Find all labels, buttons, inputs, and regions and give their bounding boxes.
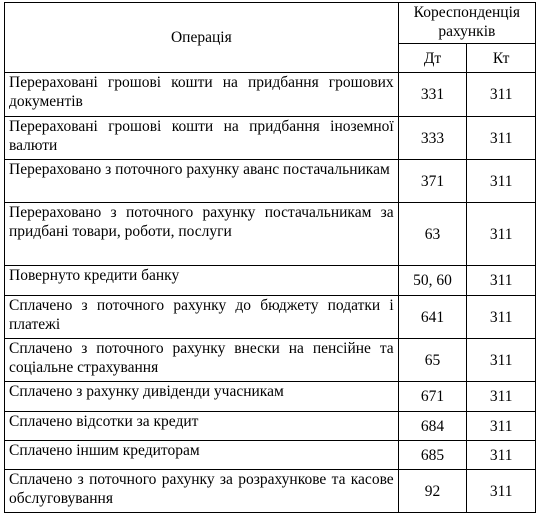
debit-cell: 684	[398, 412, 467, 441]
debit-cell: 50, 60	[398, 266, 467, 296]
table-row	[5, 160, 536, 203]
operation-header: Операція	[5, 3, 399, 73]
document-page	[4, 2, 536, 513]
operation-cell: Перераховані грошові кошти на придбання іноземної валюти	[5, 117, 399, 160]
debit-cell: 333	[398, 117, 467, 160]
debit-cell: 671	[398, 382, 467, 412]
account-correspondence-table	[4, 2, 536, 513]
debit-cell: 331	[398, 73, 467, 117]
credit-cell: 311	[467, 160, 536, 203]
table-row	[5, 339, 536, 382]
credit-cell: 311	[467, 470, 536, 513]
table-row	[5, 266, 536, 296]
credit-header: Кт	[467, 44, 536, 73]
operation-cell: Сплачено з поточного рахунку внески на пенсійне та соціальне страхування	[5, 339, 399, 382]
operation-cell: Повернуто кредити банку	[5, 266, 399, 296]
table-row	[5, 382, 536, 412]
credit-cell: 311	[467, 73, 536, 117]
operation-cell: Сплачено з поточного рахунку до бюджету податки і платежі	[5, 296, 399, 339]
table-row	[5, 296, 536, 339]
credit-cell: 311	[467, 117, 536, 160]
credit-cell: 311	[467, 382, 536, 412]
header-row	[5, 3, 536, 44]
debit-cell: 641	[398, 296, 467, 339]
table-row	[5, 117, 536, 160]
operation-cell: Перераховано з поточного рахунку аванс постачальникам	[5, 160, 399, 203]
table-row	[5, 470, 536, 513]
operation-cell: Сплачено відсотки за кредит	[5, 412, 399, 441]
debit-cell: 63	[398, 203, 467, 266]
debit-cell: 65	[398, 339, 467, 382]
credit-cell: 311	[467, 266, 536, 296]
credit-cell: 311	[467, 441, 536, 470]
table-row	[5, 73, 536, 117]
operation-cell: Сплачено з поточного рахунку за розрахункове та касове обслуговування	[5, 470, 399, 513]
credit-cell: 311	[467, 296, 536, 339]
credit-cell: 311	[467, 339, 536, 382]
credit-cell: 311	[467, 412, 536, 441]
operation-cell: Перераховано з поточного рахунку постачальникам за придбані товари, роботи, послуги	[5, 203, 399, 266]
credit-cell: 311	[467, 203, 536, 266]
table-row	[5, 203, 536, 266]
debit-cell: 92	[398, 470, 467, 513]
operation-cell: Сплачено з рахунку дивіденди учасникам	[5, 382, 399, 412]
operation-cell: Перераховані грошові кошти на придбання грошових документів	[5, 73, 399, 117]
operation-cell: Сплачено іншим кредиторам	[5, 441, 399, 470]
debit-cell: 685	[398, 441, 467, 470]
correspondence-header: Кореспонденція рахунків	[398, 3, 535, 44]
debit-header: Дт	[398, 44, 467, 73]
table-row	[5, 412, 536, 441]
debit-cell: 371	[398, 160, 467, 203]
table-row	[5, 441, 536, 470]
